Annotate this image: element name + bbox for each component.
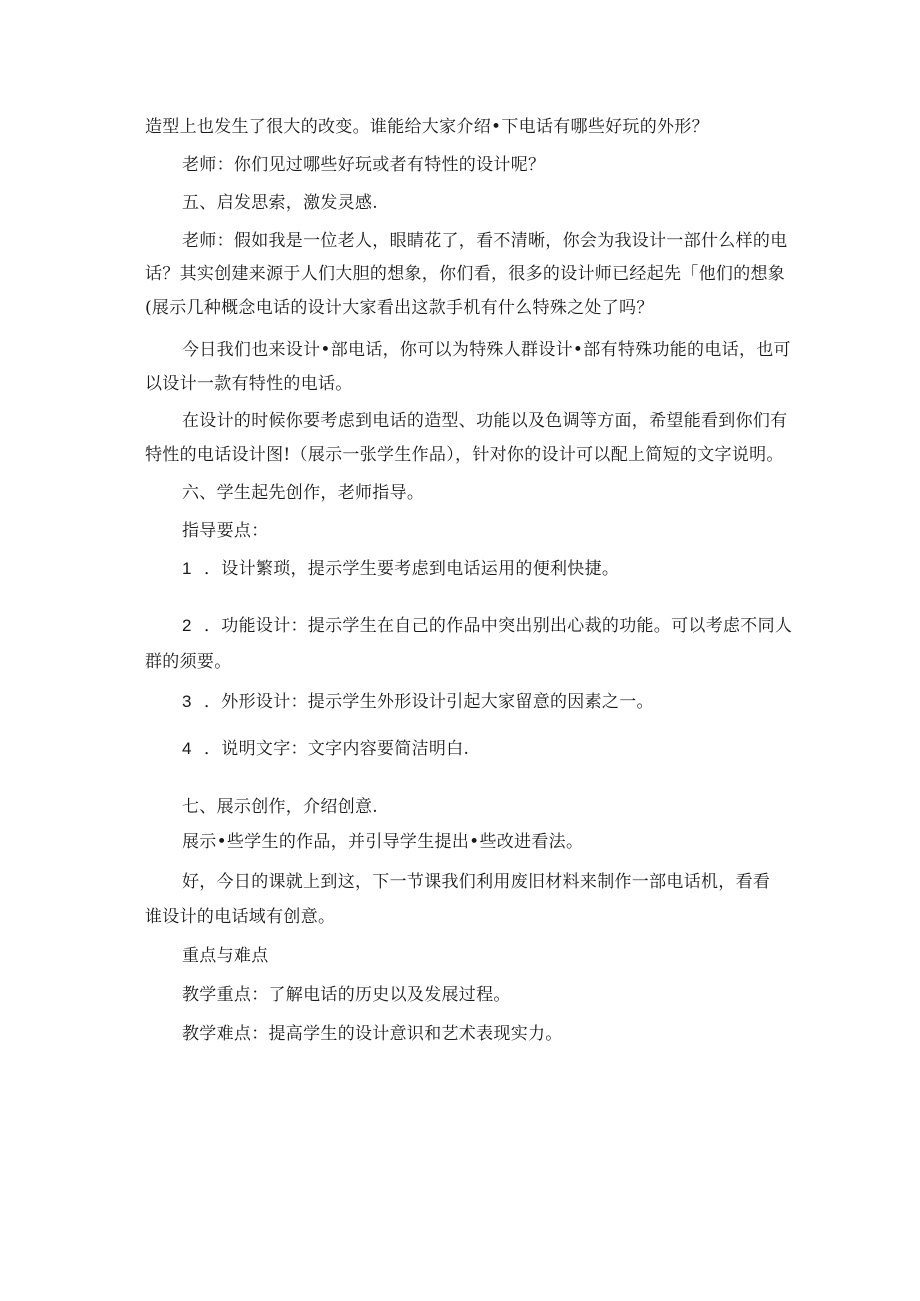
list-item-number: 3 <box>182 692 192 711</box>
text-line: 特性的电话设计图!（展示一张学生作品），针对你的设计可以配上简短的文字说明。 <box>145 445 784 465</box>
list-item <box>182 558 619 580</box>
text-line: 老师：你们见过哪些好玩或者有特性的设计呢？ <box>182 155 546 175</box>
list-item-number: 2 <box>182 616 192 635</box>
text-line: 以设计一款有特性的电话。 <box>145 374 353 394</box>
list-item-number: 1 <box>182 559 192 578</box>
list-item-text: ．外形设计：提示学生外形设计引起大家留意的因素之一。 <box>204 692 654 712</box>
text-line: (展示几种概念电话的设计大家看出这款手机有什么特殊之处了吗？ <box>145 298 654 318</box>
section-heading: 五、启发思索，激发灵感. <box>182 193 379 213</box>
text-line: 话？其实创建来源于人们大胆的想象，你们看，很多的设计师已经起先「他们的想象 <box>145 264 786 284</box>
text-line: 好，今日的课就上到这，下一节课我们利用废旧材料来制作一部电话机，看看 <box>182 872 771 892</box>
text-line: 造型上也发生了很大的改变。谁能给大家介绍•下电话有哪些好玩的外形？ <box>145 117 709 137</box>
section-heading: 重点与难点 <box>182 946 269 966</box>
section-heading: 七、展示创作，介绍创意. <box>182 797 379 817</box>
list-item-text: ．说明文字：文字内容要简洁明白. <box>204 739 470 759</box>
text-line: 教学重点：了解电话的历史以及发展过程。 <box>182 985 511 1005</box>
text-line: 老师：假如我是一位老人，眼睛花了，看不清晰，你会为我设计一部什么样的电 <box>182 231 788 251</box>
list-item-text: ．功能设计：提示学生在自己的作品中突出别出心裁的功能。可以考虑不同人 <box>204 616 793 636</box>
text-line: 群的须要。 <box>145 652 232 672</box>
text-line: 今日我们也来设计•部电话，你可以为特殊人群设计•部有特殊功能的电话，也可 <box>182 340 791 360</box>
section-heading: 六、学生起先创作，老师指导。 <box>182 483 425 503</box>
text-line: 谁设计的电话域有创意。 <box>145 907 336 927</box>
list-item <box>182 738 469 760</box>
list-item-number: 4 <box>182 739 192 758</box>
list-item-text: ．设计繁琐，提示学生要考虑到电话运用的便利快捷。 <box>204 559 620 579</box>
text-line: 教学难点：提高学生的设计意识和艺术表现实力。 <box>182 1024 563 1044</box>
list-item <box>182 691 654 713</box>
text-line: 在设计的时候你要考虑到电话的造型、功能以及色调等方面，希望能看到你们有 <box>182 411 788 431</box>
list-item <box>182 615 792 637</box>
text-line: 展示•些学生的作品，并引导学生提出•些改进看法。 <box>182 832 584 852</box>
text-line: 指导要点： <box>182 521 269 541</box>
